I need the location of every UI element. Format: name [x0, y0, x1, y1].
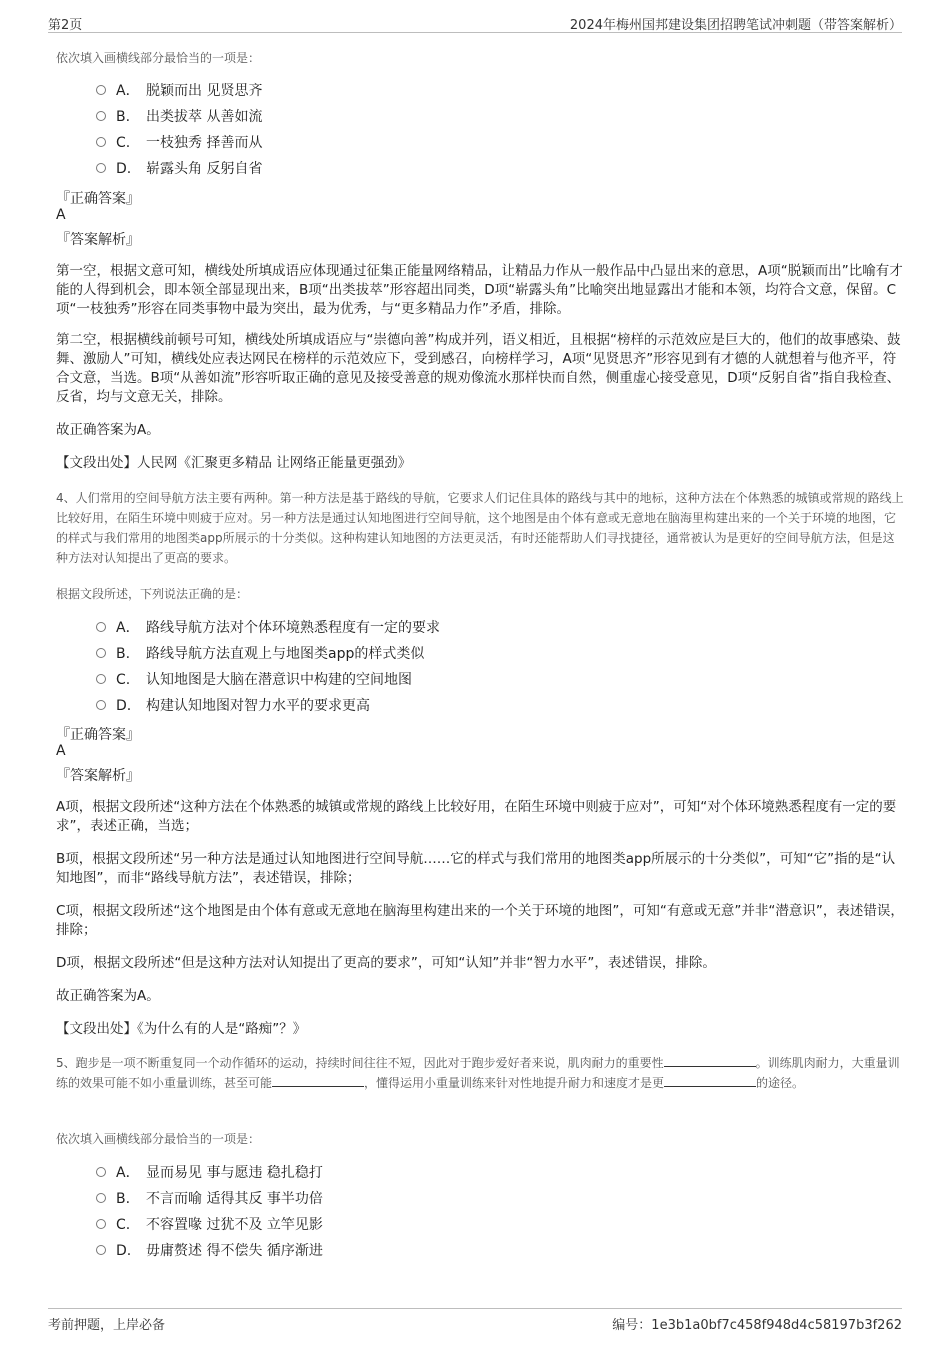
q3-answer-label: 『正确答案』 — [56, 191, 140, 207]
radio-icon[interactable] — [96, 700, 106, 710]
q5-option-c[interactable]: C. 不容置喙 过犹不及 立竿见影 — [96, 1214, 323, 1236]
q5-prompt: 依次填入画横线部分最恰当的一项是： — [56, 1132, 261, 1146]
radio-icon[interactable] — [96, 1167, 106, 1177]
radio-icon[interactable] — [96, 1245, 106, 1255]
q3-analysis-paragraph: 第二空，根据横线前顿号可知，横线处所填成语应与“崇德向善”构成并列，语义相近，且根据“榜样的示范效应是巨大的，他们的故事感染、鼓舞、激励人”可知，横线处应表达网民在榜样的示范效应下，受到感召，向榜样学习，A项“见贤思齐”形容见到有才德的人就想着与他齐平，符合文意，当选。B项“从善如流”形容听取正确的意见及接受善意的规劝像流水那样快而自然，侧重虚心接受意见，D项“反躬自省”指自我检查、反省，均与文意无关，排除。 — [56, 332, 901, 405]
q3-option-d[interactable]: D. 崭露头角 反躬自省 — [96, 158, 262, 180]
radio-icon[interactable] — [96, 85, 106, 95]
q4-analysis-label: 『答案解析』 — [56, 768, 140, 784]
radio-icon[interactable] — [96, 1219, 106, 1229]
q3-conclusion: 故正确答案为A。 — [56, 422, 160, 438]
radio-icon[interactable] — [96, 111, 106, 121]
q4-option-b[interactable]: B. 路线导航方法直观上与地图类app的样式类似 — [96, 643, 424, 665]
fill-blank — [664, 1074, 756, 1087]
q4-prompt: 根据文段所述，下列说法正确的是： — [56, 587, 249, 601]
q3-prompt: 依次填入画横线部分最恰当的一项是： — [56, 51, 261, 65]
radio-icon[interactable] — [96, 622, 106, 632]
q5-passage: 5、跑步是一项不断重复同一个动作循环的运动，持续时间往往不短，因此对于跑步爱好者来说，肌肉耐力的重要性 。训练肌肉耐力，大重量训练的效果可能不如小重量训练，甚至可能 ，懂得运用小重量训练来针对性地提升耐力和速度才是更 的途径。 — [56, 1056, 900, 1090]
q4-conclusion: 故正确答案为A。 — [56, 988, 160, 1004]
q4-analysis-paragraph: B项，根据文段所述“另一种方法是通过认知地图进行空间导航……它的样式与我们常用的地图类app所展示的十分类似”，可知“它”指的是“认知地图”，而非“路线导航方法”，表述错误，排除； — [56, 851, 896, 886]
q4-analysis-paragraph: A项，根据文段所述“这种方法在个体熟悉的城镇或常规的路线上比较好用，在陌生环境中则疲于应对”，可知“对个体环境熟悉程度有一定的要求”，表述正确，当选； — [56, 799, 897, 834]
radio-icon[interactable] — [96, 163, 106, 173]
q4-option-c[interactable]: C. 认知地图是大脑在潜意识中构建的空间地图 — [96, 669, 412, 691]
q3-option-a[interactable]: A． 脱颖而出 见贤思齐 — [96, 80, 262, 102]
q3-analysis-paragraph: 第一空，根据文意可知，横线处所填成语应体现通过征集正能量网络精品，让精品力作从一般作品中凸显出来的意思，A项“脱颖而出”比喻有才能的人得到机会，即本领全部显现出来，B项“出类拔萃”形容超出同类，D项“崭露头角”比喻突出地显露出才能和本领，均符合文意，保留。C项“一枝独秀”形容在同类事物中最为突出，最为优秀，与“更多精品力作”矛盾，排除。 — [56, 263, 903, 317]
q4-answer: A — [56, 743, 66, 759]
q4-source: 【文段出处】《为什么有的人是“路痴”？》 — [56, 1021, 307, 1037]
q4-analysis-paragraph: C项，根据文段所述“这个地图是由个体有意或无意地在脑海里构建出来的一个关于环境的地图”，可知“有意或无意”并非“潜意识”，表述错误，排除； — [56, 903, 904, 938]
q3-option-c[interactable]: C. 一枝独秀 择善而从 — [96, 132, 262, 154]
radio-icon[interactable] — [96, 674, 106, 684]
q4-option-a[interactable]: A． 路线导航方法对个体环境熟悉程度有一定的要求 — [96, 617, 440, 639]
page-footer — [48, 1308, 902, 1331]
q4-answer-label: 『正确答案』 — [56, 727, 140, 743]
page-header — [48, 12, 902, 33]
page-number: 第2页 — [48, 18, 83, 33]
q5-option-b[interactable]: B. 不言而喻 适得其反 事半功倍 — [96, 1188, 323, 1210]
radio-icon[interactable] — [96, 648, 106, 658]
q5-option-d[interactable]: D. 毋庸赘述 得不偿失 循序渐进 — [96, 1240, 323, 1262]
radio-icon[interactable] — [96, 137, 106, 147]
q3-analysis-label: 『答案解析』 — [56, 232, 140, 248]
q4-option-d[interactable]: D. 构建认知地图对智力水平的要求更高 — [96, 695, 370, 717]
document-code: 编号：1e3b1a0bf7c458f948d4c58197b3f262 — [612, 1318, 902, 1333]
q3-source: 【文段出处】人民网《汇聚更多精品 让网络正能量更强劲》 — [56, 455, 412, 471]
radio-icon[interactable] — [96, 1193, 106, 1203]
q5-option-a[interactable]: A． 显而易见 事与愿违 稳扎稳打 — [96, 1162, 323, 1184]
document-title: 2024年梅州国邦建设集团招聘笔试冲刺题（带答案解析） — [569, 18, 902, 33]
footer-slogan: 考前押题，上岸必备 — [48, 1318, 166, 1333]
q4-analysis-paragraph: D项，根据文段所述“但是这种方法对认知提出了更高的要求”，可知“认知”并非“智力水平”，表述错误，排除。 — [56, 955, 716, 971]
q3-option-b[interactable]: B. 出类拔萃 从善如流 — [96, 106, 262, 128]
q4-passage: 4、人们常用的空间导航方法主要有两种。第一种方法是基于路线的导航，它要求人们记住具体的路线与其中的地标，这种方法在个体熟悉的城镇或常规的路线上比较好用，在陌生环境中则疲于应对。另一种方法是通过认知地图进行空间导航，这个地图是由个体有意或无意地在脑海里构建出来的一个关于环境的地图，它的样式与我们常用的地图类app所展示的十分类似。这种构建认知地图的方法更灵活，有时还能帮助人们寻找捷径，通常被认为是更好的空间导航方法，但是这种方法对认知提出了更高的要求。 — [56, 491, 904, 565]
fill-blank — [664, 1054, 756, 1067]
fill-blank — [272, 1074, 364, 1087]
q3-answer: A — [56, 207, 66, 223]
